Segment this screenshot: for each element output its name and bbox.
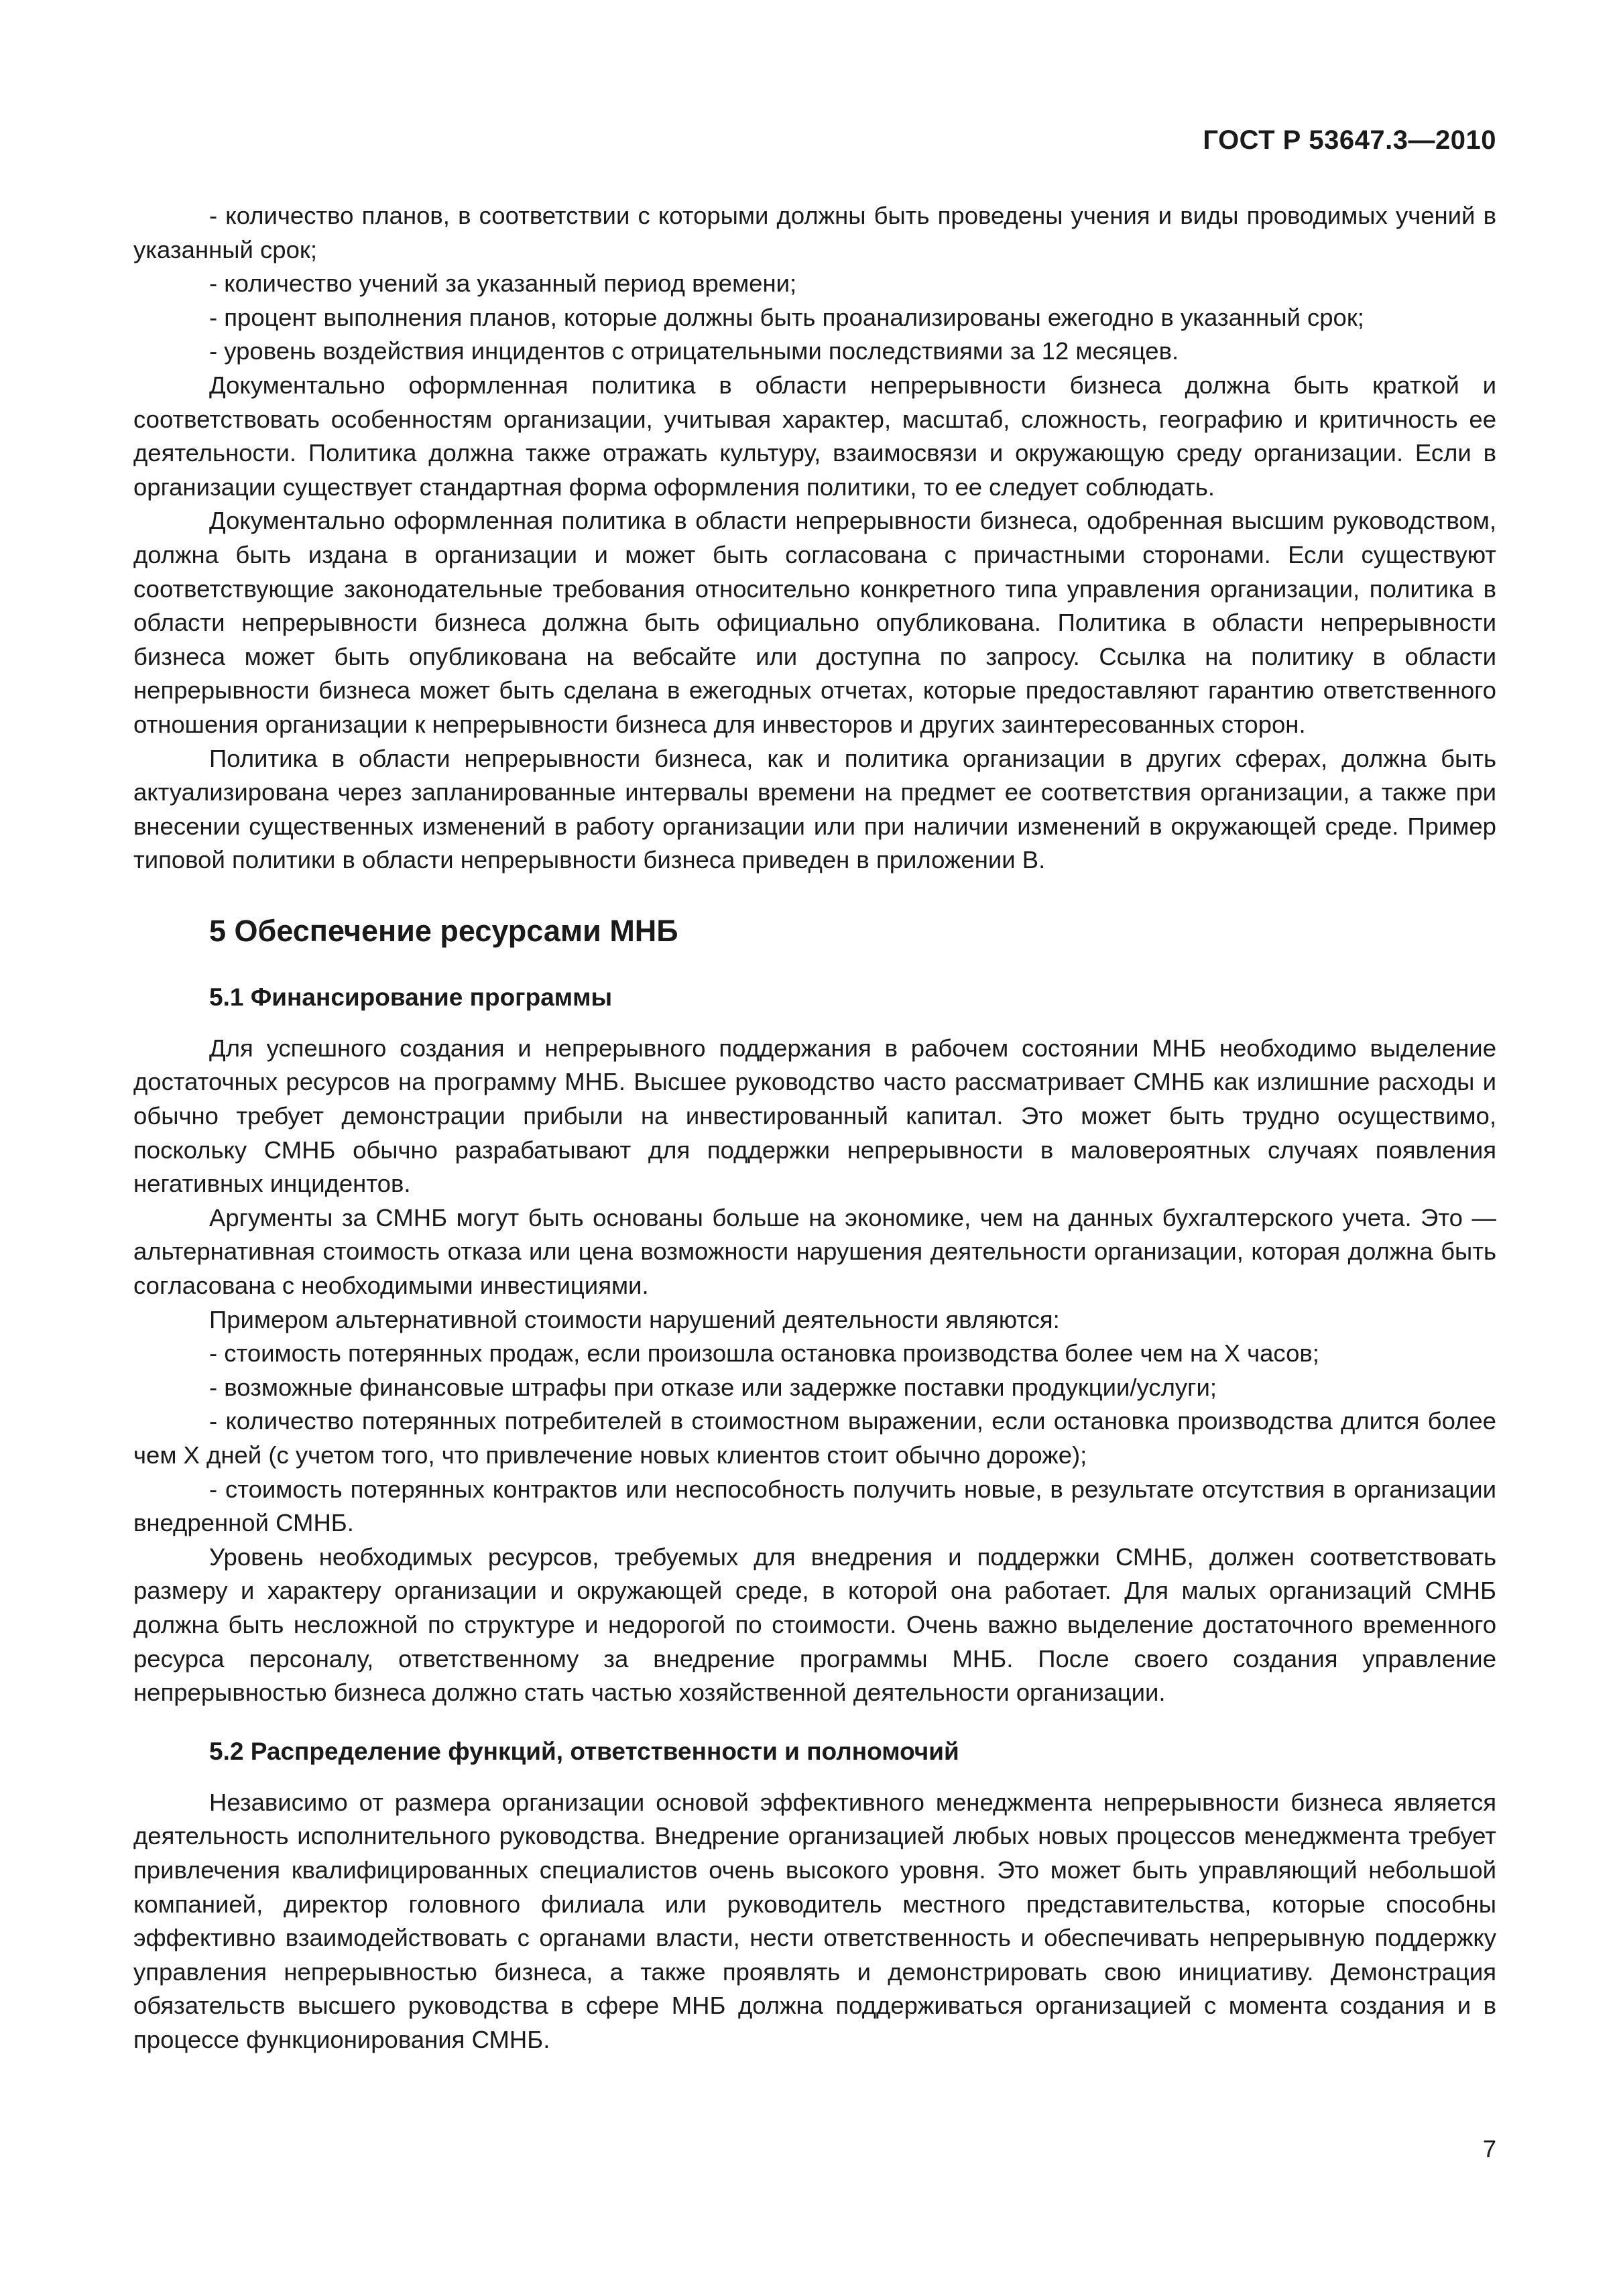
document-body bbox=[133, 199, 1496, 2057]
paragraph: - уровень воздействия инцидентов с отрицательными последствиями за 12 месяцев. bbox=[209, 337, 1179, 365]
paragraph: Документально оформленная политика в области непрерывности бизнеса должна быть краткой и соответствовать особенностям организации, учитывая характер, масштаб, сложность, географию и критичность ее деятельности. Политика должна также отражать культуру, взаимосвязи и окружающую среду организации. Если в организации существует стандартная форма оформления политики, то ее следует соблюдать. bbox=[133, 371, 1496, 501]
paragraph: Аргументы за СМНБ могут быть основаны больше на экономике, чем на данных бухгалтерского учета. Это — альтернативная стоимость отказа или цена возможности нарушения деятельности организации, которая должна быть согласована с необходимыми инвестициями. bbox=[133, 1203, 1496, 1300]
paragraph: Документально оформленная политика в области непрерывности бизнеса, одобренная высшим руководством, должна быть издана в организации и может быть согласована с причастными сторонами. Если существуют соответствующие законодательные требования относительно конкретного типа управления организации, политика в области непрерывности бизнеса должна быть официально опубликована. Политика в области непрерывности бизнеса может быть опубликована на вебсайте или доступна по запросу. Ссылка на политику в области непрерывности бизнеса может быть сделана в ежегодных отчетах, которые предоставляют гарантию ответственного отношения организации к непрерывности бизнеса для инвесторов и других заинтересованных сторон. bbox=[133, 507, 1496, 738]
standard-code: ГОСТ Р 53647.3—2010 bbox=[1203, 125, 1496, 155]
subsection-heading: 5.2 Распределение функций, ответственности и полномочий bbox=[209, 1737, 959, 1765]
paragraph: Независимо от размера организации основой эффективного менеджмента непрерывности бизнеса является деятельность исполнительного руководства. Внедрение организацией любых новых процессов менеджмента требует привлечения квалифицированных специалистов очень высокого уровня. Это может быть управляющий небольшой компанией, директор головного филиала или руководитель местного представительства, которые способны эффективно взаимодействовать с органами власти, нести ответственность и обеспечивать непрерывную поддержку управления непрерывностью бизнеса, а также проявлять и демонстрировать свою инициативу. Демонстрация обязательств высшего руководства в сфере МНБ должна поддерживаться организацией с момента создания и в процессе функционирования СМНБ. bbox=[133, 1788, 1496, 2053]
paragraph: Для успешного создания и непрерывного поддержания в рабочем состоянии МНБ необходимо выделение достаточных ресурсов на программу МНБ. Высшее руководство часто рассматривает СМНБ как излишние расходы и обычно требует демонстрации прибыли на инвестированный капитал. Это может быть трудно осуществимо, поскольку СМНБ обычно разрабатывают для поддержки непрерывности в маловероятных случаях появления негативных инцидентов. bbox=[133, 1034, 1496, 1198]
list-item: - возможные финансовые штрафы при отказе или задержке поставки продукции/услуги; bbox=[209, 1373, 1217, 1401]
paragraph: - количество учений за указанный период времени; bbox=[209, 269, 797, 298]
paragraph: Примером альтернативной стоимости нарушений деятельности являются: bbox=[209, 1305, 1060, 1333]
page-number: 7 bbox=[1482, 2135, 1496, 2163]
list-item: - количество потерянных потребителей в стоимостном выражении, если остановка производства длится более чем X дней (с учетом того, что привлечение новых клиентов стоит обычно дороже); bbox=[133, 1407, 1496, 1469]
paragraph: - количество планов, в соответствии с которыми должны быть проведены учения и виды проводимых учений в указанный срок; bbox=[133, 202, 1496, 263]
paragraph: - процент выполнения планов, которые должны быть проанализированы ежегодно в указанный срок; bbox=[209, 303, 1364, 331]
section-heading: 5 Обеспечение ресурсами МНБ bbox=[209, 913, 678, 948]
list-item: - стоимость потерянных продаж, если произошла остановка производства более чем на X часов; bbox=[209, 1339, 1319, 1368]
paragraph: Уровень необходимых ресурсов, требуемых для внедрения и поддержки СМНБ, должен соответствовать размеру и характеру организации и окружающей среде, в которой она работает. Для малых организаций СМНБ должна быть несложной по структуре и недорогой по стоимости. Очень важно выделение достаточного временного ресурса персоналу, ответственному за внедрение программы МНБ. После своего создания управление непрерывностью бизнеса должно стать частью хозяйственной деятельности организации. bbox=[133, 1543, 1496, 1707]
subsection-heading: 5.1 Финансирование программы bbox=[209, 983, 613, 1011]
paragraph: Политика в области непрерывности бизнеса, как и политика организации в других сферах, должна быть актуализирована через запланированные интервалы времени на предмет ее соответствия организации, а также при внесении существенных изменений в работу организации или при наличии изменений в окружающей среде. Пример типовой политики в области непрерывности бизнеса приведен в приложении В. bbox=[133, 744, 1496, 874]
list-item: - стоимость потерянных контрактов или неспособность получить новые, в результате отсутствия в организации внедренной СМНБ. bbox=[133, 1475, 1496, 1537]
